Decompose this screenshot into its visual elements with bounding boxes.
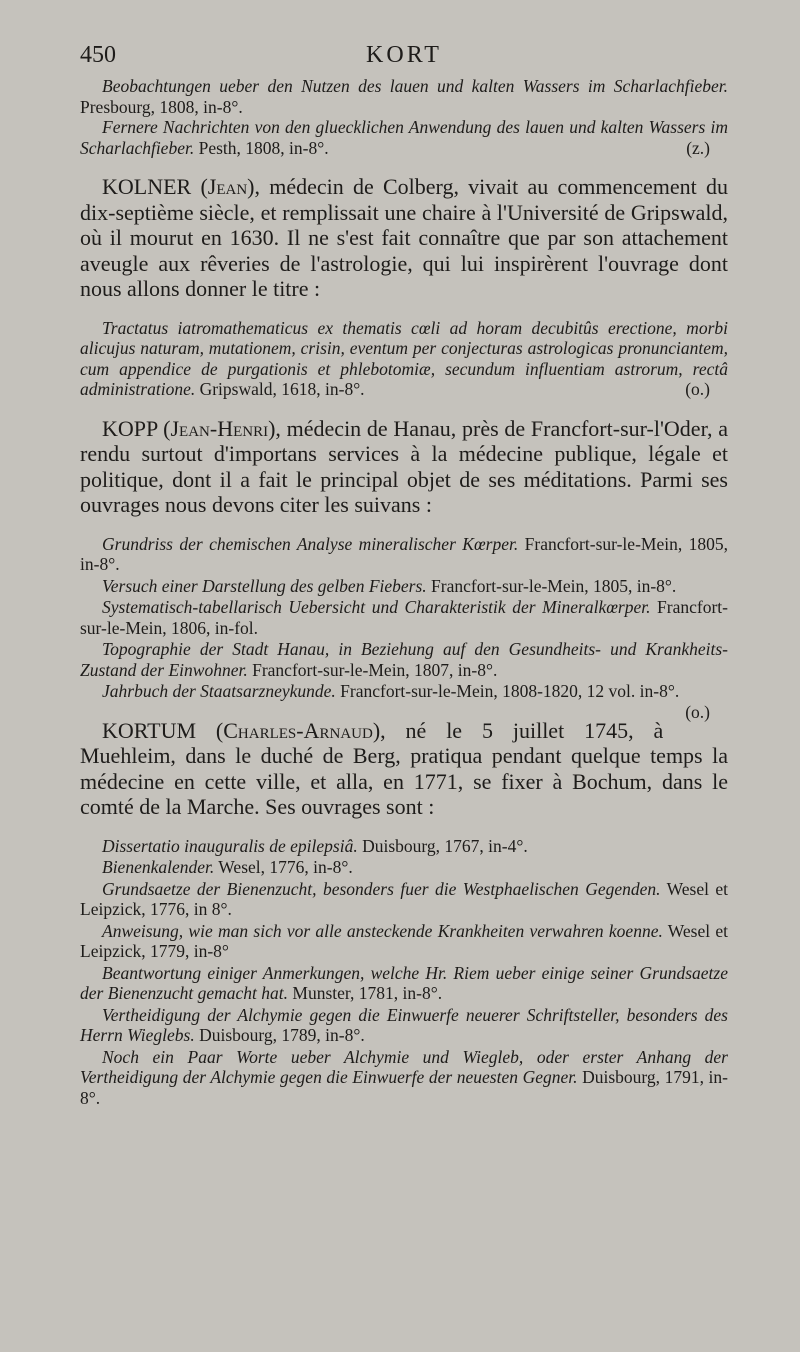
- entry-kolner: [80, 174, 728, 400]
- page-header: [80, 42, 728, 76]
- reference-item: [80, 639, 728, 680]
- reference-item: [80, 318, 728, 400]
- reference-imprint: Wesel et Leipzick, 1779, in-8°: [80, 920, 728, 961]
- reference-item: [80, 76, 728, 117]
- reference-item: [80, 117, 728, 158]
- entry-name: KORTUM: [102, 717, 197, 743]
- reference-item: [80, 1005, 728, 1046]
- reference-title: Dissertatio inauguralis de epilepsiâ.: [102, 835, 358, 856]
- reference-title: Grundsaetze der Bienenzucht, besonders fuer die Westphaelischen Gegenden.: [102, 878, 661, 899]
- entry-text: KOPP (Jean-Henri), médecin de Hanau, près de Francfort-sur-l'Oder, a rendu surtout d'importans services à la médecine publique, légale et politique, dont il a fait le principal objet de ses méditations. Parmi ses ouvrages nous devons citer les suivans :: [80, 415, 729, 517]
- reference-item: [80, 534, 728, 575]
- reference-imprint: Francfort-sur-le-Mein, 1806, in-fol.: [80, 597, 728, 638]
- entry-body: ), médecin de Colberg, vivait au commencement du dix-septième siècle, et remplissait une chaire à l'Université de Gripswald, où il mourut en 1630. Il ne s'est fait connaître que par son attachement aveugle aux rêveries de l'astrologie, qui lui inspirèrent l'ouvrage dont nous allons donner le titre :: [80, 174, 728, 301]
- top-references: [80, 76, 728, 158]
- reference-imprint: Wesel, 1776, in-8°.: [214, 857, 353, 877]
- reference-item: [80, 576, 728, 597]
- entry-references: [80, 836, 728, 1109]
- reference-item: [80, 879, 728, 920]
- reference-item: [80, 921, 728, 962]
- entry-kortum: [80, 718, 728, 1109]
- contributor-initial: (z.): [686, 137, 710, 158]
- entry-references: [80, 533, 728, 722]
- entry-name: KOPP: [102, 415, 158, 441]
- contributor-initial: (o.): [685, 379, 710, 399]
- reference-title: Beantwortung einiger Anmerkungen, welche Hr. Riem ueber einige seiner Grundsaetze der Bienenzucht gemacht hat.: [80, 962, 728, 1003]
- reference-imprint: Francfort-sur-le-Mein, 1805, in-8°.: [426, 575, 677, 596]
- entry-given-name: Jean-Henri: [170, 415, 269, 441]
- reference-title: Jahrbuch der Staatsarzneykunde.: [102, 681, 336, 701]
- reference-imprint: Francfort-sur-le-Mein, 1808-1820, 12 vol. in-8°.: [335, 681, 680, 701]
- reference-title: Tractatus iatromathematicus ex thematis cœli ad horam decubitûs erectione, morbi alicujus naturam, mutationem, crisin, eventum per conjecturas astrologicas pronunciantem, cum appendice de purgationis et phlebotomiæ, secundum influentiam astrorum, rectâ administratione.: [80, 317, 728, 399]
- entry-name: KOLNER: [102, 174, 192, 199]
- reference-item: [80, 1047, 728, 1109]
- reference-title: Versuch einer Darstellung des gelben Fiebers.: [102, 575, 427, 596]
- reference-item: [80, 836, 728, 857]
- reference-item: [80, 963, 728, 1004]
- contributor-initial: (o.): [685, 701, 710, 722]
- reference-title: Noch ein Paar Worte ueber Alchymie und Wiegleb, oder erster Anhang der Vertheidigung der Alchymie gegen die Einwuerfe der neuesten Gegner.: [80, 1046, 728, 1087]
- entry-body: ), né le 5 juillet 1745, à Muehleim, dans le duché de Berg, pratiqua pendant quelque temps la médecine en cette ville, et alla, en 1771, se fixer à Bochum, dans le comté de la Marche. Ses ouvrages sont :: [80, 717, 728, 819]
- reference-item: [80, 681, 728, 722]
- reference-imprint: Wesel et Leipzick, 1776, in 8°.: [80, 878, 728, 919]
- reference-title: Vertheidigung der Alchymie gegen die Einwuerfe neuerer Schriftsteller, besonders des Herrn Wieglebs.: [80, 1004, 728, 1045]
- entry-given-name: Charles-Arnaud: [223, 717, 373, 743]
- reference-imprint: Presbourg, 1808, in-8°.: [80, 96, 243, 117]
- entry-kopp: [80, 415, 729, 722]
- reference-title: Topographie der Stadt Hanau, in Beziehung auf den Gesundheits- und Krankheits-Zustand der Einwohner.: [80, 639, 728, 680]
- reference-title: Systematisch-tabellarisch Uebersicht und Charakteristik der Mineralkœrper.: [102, 597, 651, 617]
- reference-title: Bienenkalender.: [102, 857, 215, 877]
- reference-imprint: Pesth, 1808, in-8°.: [194, 137, 329, 158]
- reference-imprint: Duisbourg, 1791, in-8°.: [80, 1067, 728, 1108]
- entry-text: KOLNER (Jean), médecin de Colberg, vivait au commencement du dix-septième siècle, et remplissait une chaire à l'Université de Gripswald, où il mourut en 1630. Il ne s'est fait connaître que par son attachement aveugle aux rêveries de l'astrologie, qui lui inspirèrent l'ouvrage dont nous allons donner le titre :: [80, 174, 728, 301]
- reference-imprint: Duisbourg, 1767, in-4°.: [357, 835, 528, 856]
- reference-title: Grundriss der chemischen Analyse mineralischer Kœrper.: [102, 533, 519, 554]
- reference-item: [80, 857, 728, 878]
- reference-imprint: Francfort-sur-le-Mein, 1805, in-8°.: [80, 533, 728, 574]
- page-number: 450: [80, 42, 116, 68]
- entry-given-name: Jean: [207, 174, 248, 199]
- entry-references: [80, 318, 728, 400]
- entry-body: ), médecin de Hanau, près de Francfort-sur-l'Oder, a rendu surtout d'importans services à la médecine publique, légale et politique, dont il a fait le principal objet de ses méditations. Parmi ses ouvrages nous devons citer les suivans :: [80, 415, 729, 517]
- reference-title: Beobachtungen ueber den Nutzen des lauen und kalten Wassers im Scharlachfieber.: [102, 76, 728, 96]
- entry-text: KORTUM (Charles-Arnaud), né le 5 juillet 1745, à Muehleim, dans le duché de Berg, pratiqua pendant quelque temps la médecine en cette ville, et alla, en 1771, se fixer à Bochum, dans le comté de la Marche. Ses ouvrages sont :: [80, 717, 728, 819]
- reference-imprint: Gripswald, 1618, in-8°.: [195, 379, 365, 399]
- reference-imprint: Duisbourg, 1789, in-8°.: [194, 1025, 365, 1045]
- reference-item: [80, 597, 728, 638]
- reference-imprint: Francfort-sur-le-Mein, 1807, in-8°.: [247, 659, 498, 680]
- reference-imprint: Munster, 1781, in-8°.: [288, 983, 443, 1003]
- reference-title: Anweisung, wie man sich vor alle ansteckende Krankheiten verwahren koenne.: [102, 920, 663, 941]
- reference-title: Fernere Nachrichten von den gluecklichen Anwendung des lauen und kalten Wassers im Scharlachfieber.: [80, 117, 728, 158]
- running-title: KORT: [366, 42, 442, 68]
